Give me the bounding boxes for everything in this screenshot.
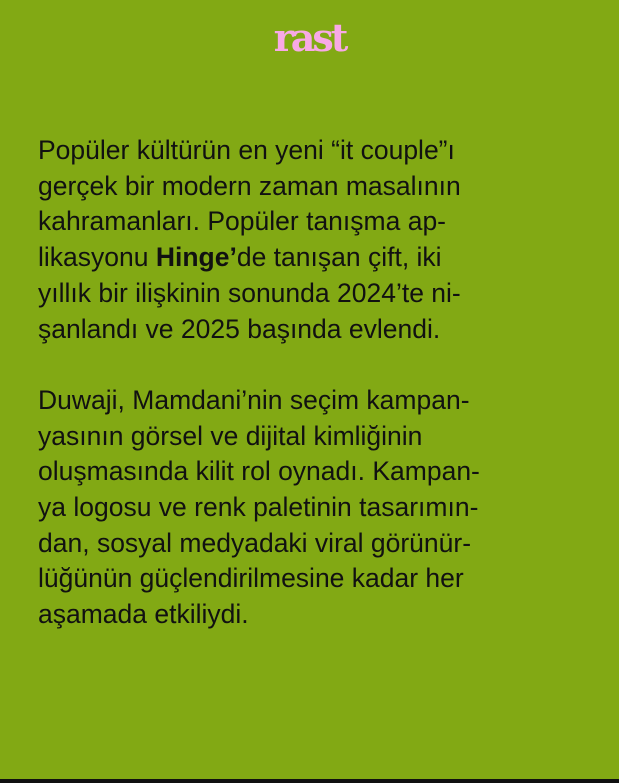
line-4-suffix: de tanışan çift, iki [236, 242, 442, 273]
paragraph-2-line-5: dan, sosyal medyadaki viral görünür- [38, 527, 472, 558]
article-body [38, 133, 586, 633]
hinge-brand-name: Hinge’ [155, 242, 237, 273]
paragraph-2-line-2: yasının görsel ve dijital kimliğinin [38, 420, 423, 451]
paragraph-2 [38, 383, 586, 633]
paragraph-1-line-1: Popüler kültürün en yeni “it couple”ı [38, 135, 455, 165]
paragraph-spacer [38, 347, 586, 383]
line-4-prefix: likasyonu [38, 242, 156, 273]
paragraph-2-line-1: Duwaji, Mamdani’nin seçim kampan- [38, 384, 470, 415]
paragraph-2-line-6: lüğünün güçlendirilmesine kadar her [38, 563, 464, 594]
paragraph-2-line-3: oluşmasında kilit rol oynadı. Kampan- [38, 456, 480, 487]
paragraph-1 [38, 133, 586, 347]
paragraph-1-line-2: gerçek bir modern zaman masalının [38, 170, 461, 201]
paragraph-1-line-6: şanlandı ve 2025 başında evlendi. [38, 313, 441, 344]
paragraph-1-line-3: kahramanları. Popüler tanışma ap- [38, 206, 447, 237]
paragraph-2-line-4: ya logosu ve renk paletinin tasarımın- [38, 492, 479, 523]
paragraph-1-line-4 [38, 240, 586, 276]
paragraph-2-line-7: aşamada etkiliydi. [38, 599, 249, 630]
rast-logo: rast [273, 15, 346, 60]
bottom-divider [0, 779, 619, 783]
paragraph-1-line-5: yıllık bir ilişkinin sonunda 2024’te ni- [38, 277, 461, 308]
